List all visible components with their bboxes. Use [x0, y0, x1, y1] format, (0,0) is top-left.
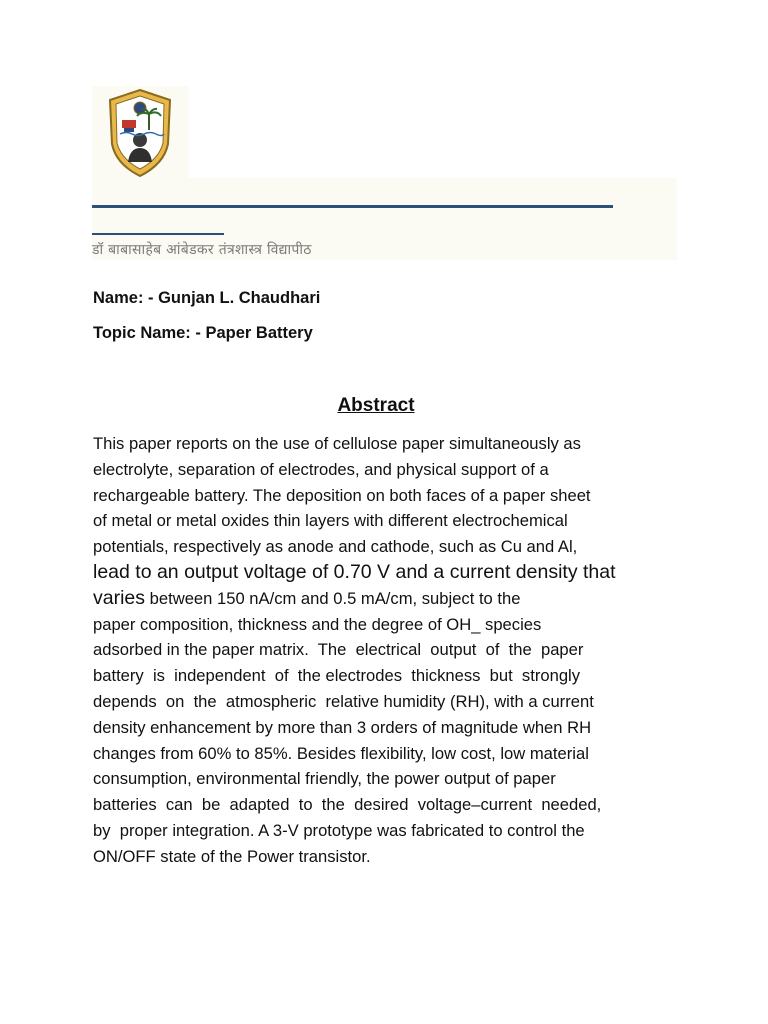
abstract-body	[93, 431, 673, 870]
author-name: Name: - Gunjan L. Chaudhari	[93, 289, 321, 307]
abstract-line-fragment: between 150 nA/cm and 0.5 mA/cm, subject to the	[149, 588, 521, 608]
abstract-heading: Abstract	[337, 395, 415, 416]
abstract-line: by proper integration. A 3-V prototype was fabricated to control the	[93, 820, 585, 840]
header-rule-long	[92, 205, 613, 208]
topic-name: Topic Name: - Paper Battery	[93, 324, 313, 342]
abstract-line: changes from 60% to 85%. Besides flexibility, low cost, low material	[93, 743, 589, 763]
abstract-line: ON/OFF state of the Power transistor.	[93, 846, 371, 866]
abstract-line: This paper reports on the use of cellulose paper simultaneously as	[93, 434, 581, 453]
abstract-line: density enhancement by more than 3 orders of magnitude when RH	[93, 717, 592, 737]
abstract-line: rechargeable battery. The deposition on both faces of a paper sheet	[93, 485, 591, 505]
abstract-line: of metal or metal oxides thin layers with different electrochemical	[93, 511, 568, 531]
abstract-line: adsorbed in the paper matrix. The electrical output of the paper	[93, 640, 584, 660]
university-logo	[92, 86, 189, 178]
university-name-marathi: डॉ बाबासाहेब आंबेडकर तंत्रशास्त्र विद्यापीठ	[92, 242, 312, 258]
abstract-line: lead to an output voltage of 0.70 V and a current density that	[93, 560, 616, 583]
abstract-line-fragment: varies	[93, 586, 146, 609]
abstract-line: paper composition, thickness and the degree of OH_ species	[93, 614, 542, 634]
university-seal-icon	[106, 88, 174, 178]
abstract-line: battery is independent of the electrodes thickness but strongly	[93, 666, 581, 686]
abstract-line: depends on the atmospheric relative humidity (RH), with a current	[93, 691, 594, 711]
abstract-line: consumption, environmental friendly, the power output of paper	[93, 769, 556, 789]
header-rule-short	[92, 233, 224, 235]
abstract-line-mixed	[93, 586, 673, 612]
abstract-line: electrolyte, separation of electrodes, and physical support of a	[93, 459, 549, 479]
abstract-line: batteries can be adapted to the desired voltage–current needed,	[93, 795, 602, 815]
abstract-line: potentials, respectively as anode and cathode, such as Cu and Al,	[93, 537, 578, 557]
